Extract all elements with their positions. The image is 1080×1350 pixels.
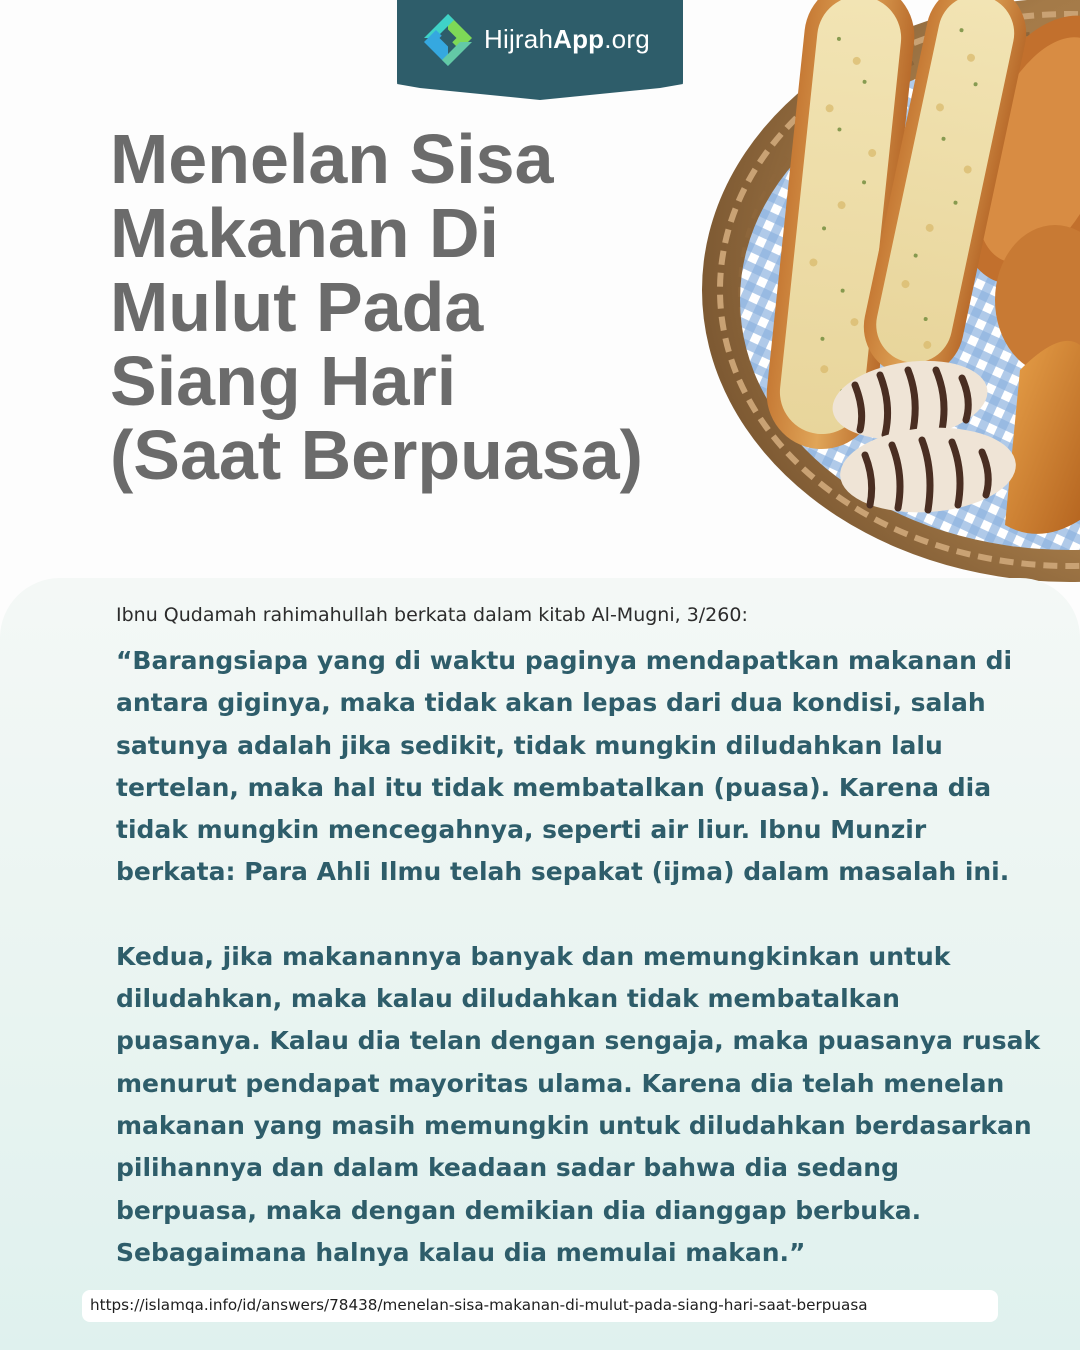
brand-name	[484, 24, 650, 55]
bread-basket-image	[700, 0, 1080, 590]
hijrahapp-logo-icon	[420, 10, 476, 70]
page-title	[110, 122, 710, 492]
source-url[interactable]: https://islamqa.info/id/answers/78438/menelan-sisa-makanan-di-mulut-pada-siang-hari-saat-berpuasa	[90, 1296, 868, 1314]
brand-name-regular: Hijrah	[484, 24, 554, 54]
quote-paragraph: “Barangsiapa yang di waktu paginya mendapatkan makanan di antara giginya, maka tidak akan lepas dari dua kondisi, salah satunya adalah jika sedikit, tidak mungkin diludahkan lalu tertelan, maka hal itu tidak membatalkan (puasa). Karena dia tidak mungkin mencegahnya, seperti air liur. Ibnu Munzir berkata: Para Ahli Ilmu telah sepakat (ijma) dalam masalah ini.	[116, 646, 1013, 887]
title-line: Siang Hari	[110, 342, 457, 420]
brand-name-suffix: .org	[604, 24, 650, 54]
source-note: Ibnu Qudamah rahimahullah berkata dalam kitab Al-Mugni, 3/260:	[116, 604, 748, 626]
brand-name-bold: App	[553, 24, 605, 54]
title-line: (Saat Berpuasa)	[110, 416, 643, 494]
title-line: Menelan Sisa	[110, 120, 554, 198]
title-line: Mulut Pada	[110, 268, 484, 346]
quote-body	[116, 640, 1046, 1274]
quote-paragraph: Kedua, jika makanannya banyak dan memungkinkan untuk diludahkan, maka kalau diludahkan tidak membatalkan puasanya. Kalau dia telan dengan sengaja, maka puasanya rusak menurut pendapat mayoritas ulama. Karena dia telah menelan makanan yang masih memungkin untuk diludahkan berdasarkan pilihannya dan dalam keadaan sadar bahwa dia sedang berpuasa, maka dengan demikian dia dianggap berbuka. Sebagaimana halnya kalau dia memulai makan.”	[116, 941, 1041, 1267]
title-line: Makanan Di	[110, 194, 499, 272]
